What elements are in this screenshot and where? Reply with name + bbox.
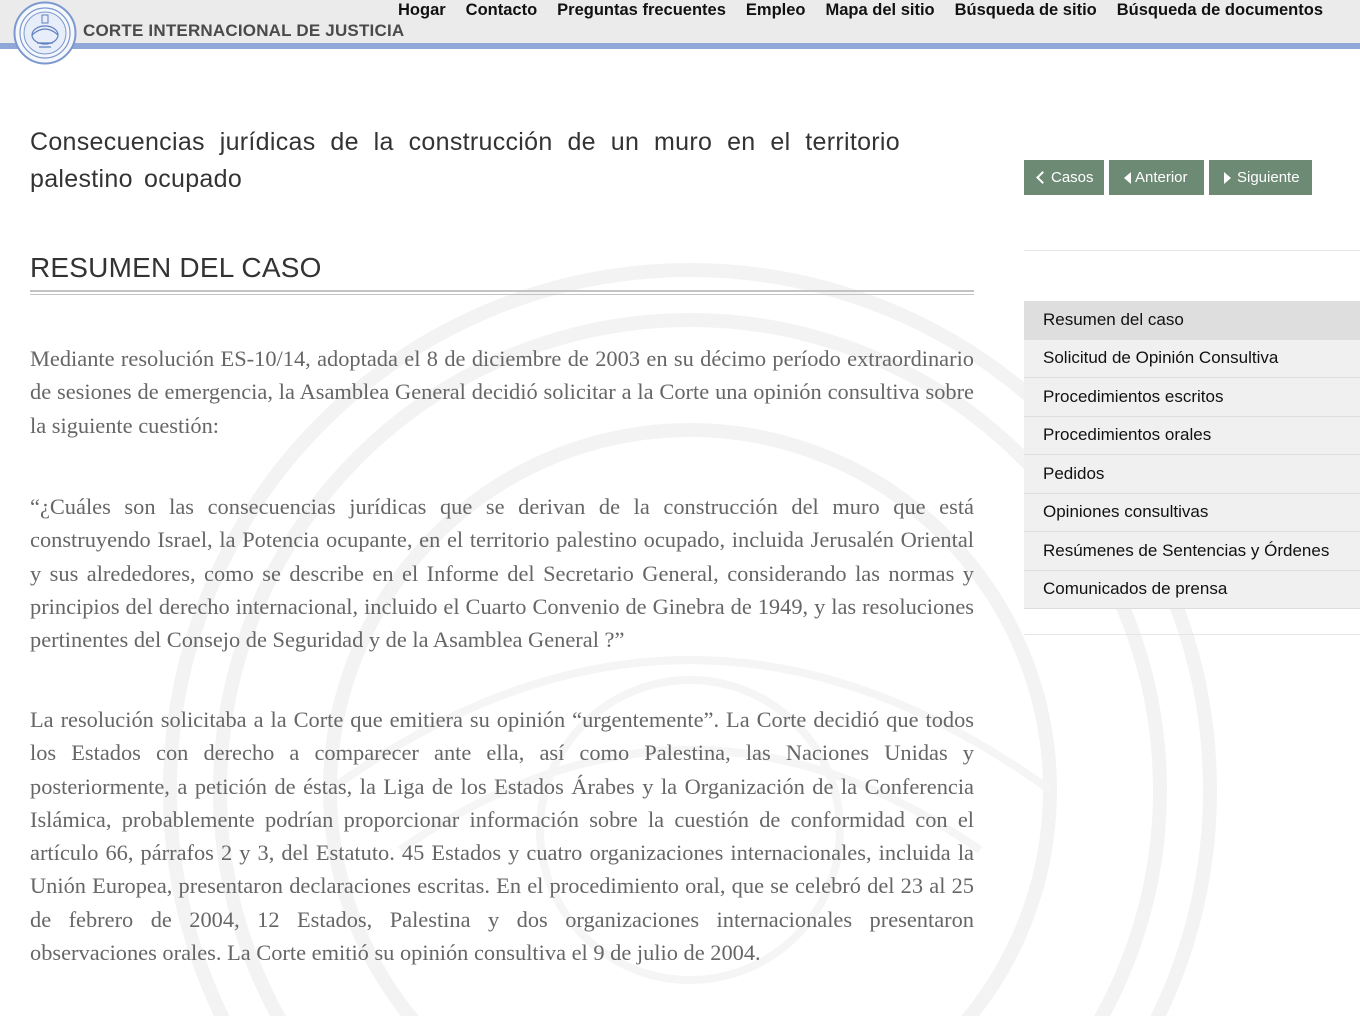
summary-paragraph-2: “¿Cuáles son las consecuencias jurídicas que se derivan de la construcción del muro que está construyendo Israel, la Potencia ocupante, en el territorio palestino ocupado, incluida Jerusalén Oriental y sus alrededores, como se describe en el Informe del Secretario General, considerando las normas y principios del derecho internacional, incluido el Cuarto Convenio de Ginebra de 1949, y las resoluciones pertinentes del Consejo de Seguridad y de la Asamblea General ?”: [30, 494, 974, 653]
anterior-button[interactable]: [1109, 160, 1204, 195]
case-title: Consecuencias jurídicas de la construcción de un muro en el territorio palestino ocupado: [30, 128, 900, 193]
section-heading: RESUMEN DEL CASO: [30, 252, 322, 283]
sidebar-item-resumen-del-caso[interactable]: Resumen del caso: [1024, 301, 1360, 340]
sidebar-item-procedimientos-escritos[interactable]: Procedimientos escritos: [1024, 378, 1360, 417]
heading-divider: [30, 290, 974, 292]
sidebar-divider-top: [1024, 250, 1360, 251]
nav-empleo[interactable]: Empleo: [745, 1, 806, 19]
sidebar-divider-bottom: [1024, 634, 1360, 635]
top-nav: [398, 1, 1343, 20]
sidebar-item-opiniones-consultivas[interactable]: Opiniones consultivas: [1024, 494, 1360, 533]
casos-button[interactable]: [1024, 160, 1104, 195]
triangle-left-icon: [1124, 172, 1131, 184]
sidebar-item-solicitud-opinion-consultiva[interactable]: Solicitud de Opinión Consultiva: [1024, 340, 1360, 379]
sidebar-item-procedimientos-orales[interactable]: Procedimientos orales: [1024, 417, 1360, 456]
nav-hogar[interactable]: Hogar: [398, 1, 446, 19]
siguiente-button-label: Siguiente: [1237, 169, 1300, 186]
sidebar-item-comunicados-de-prensa[interactable]: Comunicados de prensa: [1024, 571, 1360, 610]
chevron-left-icon: [1036, 171, 1049, 184]
sidebar-menu: [1024, 301, 1360, 609]
summary-paragraph-1: Mediante resolución ES-10/14, adoptada el 8 de diciembre de 2003 en su décimo período extraordinario de sesiones de emergencia, la Asamblea General decidió solicitar a la Corte una opinión consultiva sobre la siguiente cuestión:: [30, 346, 974, 438]
nav-contacto[interactable]: Contacto: [465, 1, 538, 19]
heading-divider-secondary: [30, 294, 974, 295]
triangle-right-icon: [1224, 172, 1231, 184]
header-stripe: [0, 43, 1360, 49]
sidebar-item-resumenes-sentencias-ordenes[interactable]: Resúmenes de Sentencias y Órdenes: [1024, 532, 1360, 571]
nav-preguntas-frecuentes[interactable]: Preguntas frecuentes: [557, 1, 726, 19]
casos-button-label: Casos: [1051, 169, 1094, 186]
nav-mapa-del-sitio[interactable]: Mapa del sitio: [825, 1, 935, 19]
anterior-button-label: Anterior: [1135, 169, 1188, 186]
nav-busqueda-de-sitio[interactable]: Búsqueda de sitio: [954, 1, 1097, 19]
siguiente-button[interactable]: [1209, 160, 1312, 195]
sidebar-item-pedidos[interactable]: Pedidos: [1024, 455, 1360, 494]
nav-busqueda-de-documentos[interactable]: Búsqueda de documentos: [1116, 1, 1324, 19]
court-seal-logo-icon[interactable]: [13, 1, 77, 65]
site-title[interactable]: CORTE INTERNACIONAL DE JUSTICIA: [83, 21, 405, 40]
case-nav-buttons: [1024, 160, 1317, 195]
summary-paragraph-3: La resolución solicitaba a la Corte que emitiera su opinión “urgentemente”. La Corte decidió que todos los Estados con derecho a comparecer ante ella, así como Palestina, las Naciones Unidas y posteriormente, a petición de éstas, la Liga de los Estados Árabes y la Organización de la Conferencia Islámica, probablemente podrían proporcionar información sobre la cuestión de conformidad con el artículo 66, párrafos 2 y 3, del Estatuto. 45 Estados y cuatro organizaciones internacionales, incluida la Unión Europea, presentaron declaraciones escritas. En el procedimiento oral, que se celebró del 23 al 25 de febrero de 2004, 12 Estados, Palestina y dos organizaciones internacionales presentaron observaciones orales. La Corte emitió su opinión consultiva el 9 de julio de 2004.: [30, 707, 974, 966]
site-header: [0, 0, 1360, 48]
